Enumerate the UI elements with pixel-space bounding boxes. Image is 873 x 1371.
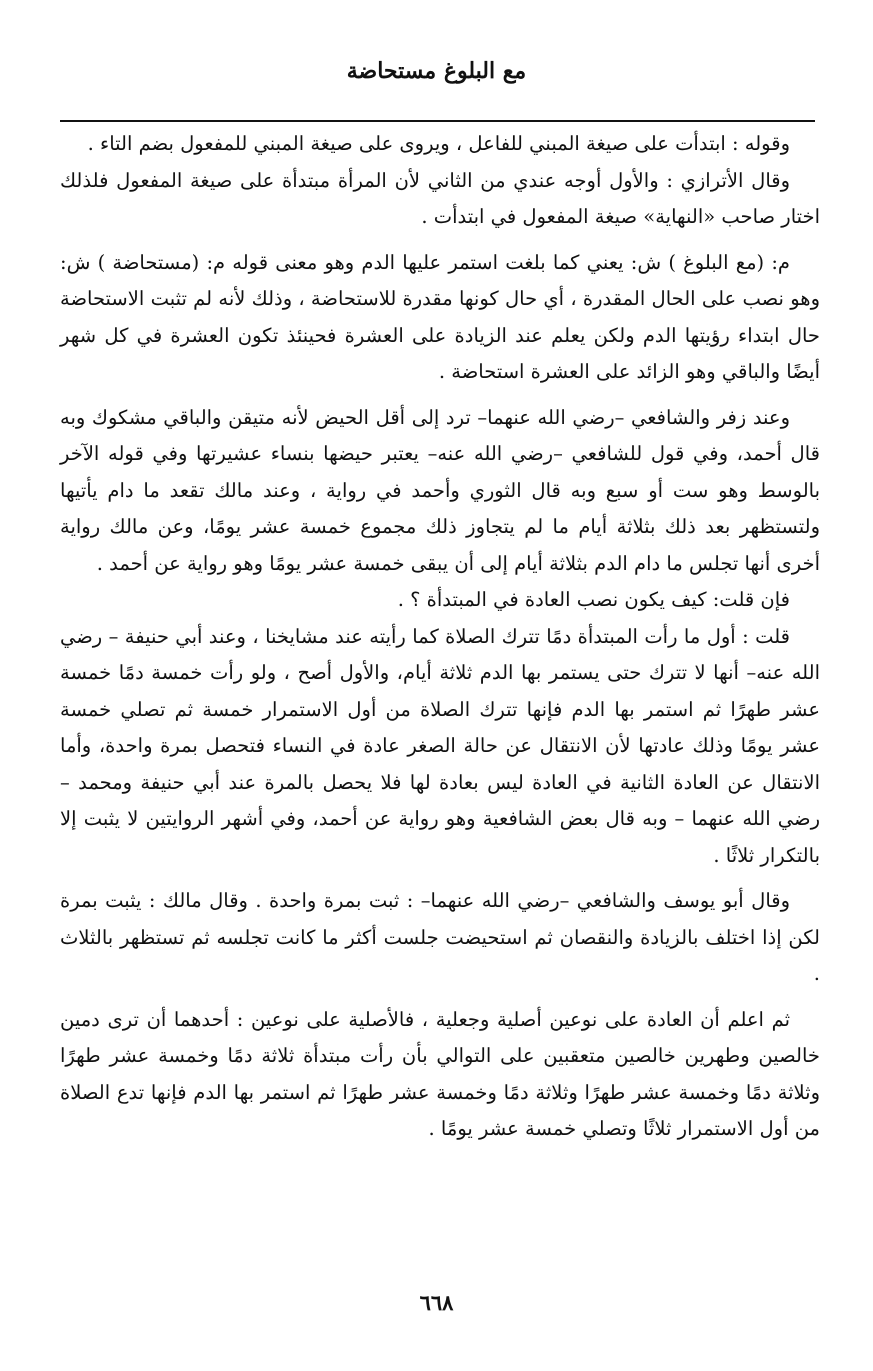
paragraph-1: وقوله : ابتدأت على صيغة المبني للفاعل ، ويروى على صيغة المبني للمفعول بضم التاء . xyxy=(87,132,790,155)
paragraph-3: م: (مع البلوغ ) ش: يعني كما بلغت استمر عليها الدم وهو معنى قوله م: (مستحاضة ) ش: وهو نصب على الحال المقدرة ، أي حال كونها مقدرة للاستحاضة ، وذلك لأنه لم تثبت الاستحاضة حال ابتداء رؤيتها الدم ولكن يعلم عند الزيادة على العشرة فحينئذ تكون العشرة في كل شهر أيضًا والباقي وهو الزائد على العشرة استحاضة . xyxy=(60,250,820,383)
paragraph-5: فإن قلت: كيف يكون نصب العادة في المبتدأة ؟ . xyxy=(397,588,790,611)
paragraph-6: قلت : أول ما رأت المبتدأة دمًا تترك الصلاة كما رأيته عند مشايخنا ، وعند أبي حنيفة – رضي الله عنه– أنها لا تترك حتى يستمر بها الدم ثلاثة أيام، والأول أصح ، ولو رأت خمسة دمًا خمسة عشر طهرًا ثم استمر بها الدم فإنها تترك الصلاة من أول الاستمرار خمسة ثم تصلي خمسة عشر يومًا وذلك عادتها لأن الانتقال عن حالة الصغر عادة في النساء فتحصل بمرة واحدة، وأما الانتقال عن العادة الثانية في العادة ليس بعادة لها فلا يحصل بالمرة عند أبي حنيفة ومحمد – رضي الله عنهما – وبه قال بعض الشافعية وهو رواية عن أحمد، وفي أشهر الروايتين لا يثبت إلا بالتكرار ثلاثًا . xyxy=(60,624,820,867)
paragraph-8: ثم اعلم أن العادة على نوعين أصلية وجعلية ، فالأصلية على نوعين : أحدهما أن ترى دمين خالصين وطهرين خالصين متعقبين على التوالي بأن رأت مبتدأة ثلاثة دمًا وخمسة عشر طهرًا وثلاثة دمًا وخمسة عشر طهرًا وثلاثة دمًا وخمسة عشر طهرًا ثم استمر بها الدم فإنها تدع الصلاة من أول الاستمرار ثلاثًا وتصلي خمسة عشر يومًا . xyxy=(60,1007,820,1140)
header-rule xyxy=(60,120,815,122)
running-head-title: مع البلوغ مستحاضة xyxy=(346,58,527,84)
paragraph-4: وعند زفر والشافعي –رضي الله عنهما– ترد إلى أقل الحيض لأنه متيقن والباقي مشكوك وبه قال أحمد، وفي قول للشافعي –رضي الله عنه– يعتبر حيضها بنساء عشيرتها وفي قوله الآخر بالوسط وهو ست أو سبع وبه قال الثوري وأحمد في رواية ، وعند مالك تقعد ما دام يأتيها ولتستظهر بعد ذلك بثلاثة أيام ما لم يتجاوز ذلك مجموع خمسة عشر يومًا، وعن مالك رواية أخرى أنها تجلس ما دام الدم بثلاثة أيام إلى أن يبقى خمسة عشر يومًا وهو رواية عن أحمد . xyxy=(60,405,820,575)
page-number: ٦٦٨ xyxy=(419,1290,454,1315)
body-text xyxy=(60,126,820,1148)
paragraph-7: وقال أبو يوسف والشافعي –رضي الله عنهما– : ثبت بمرة واحدة . وقال مالك : يثبت بمرة لكن إذا اختلف بالزيادة والنقصان ثم استحيضت جلست أكثر ما كانت تجلسه ثم تستظهر بالثلاث . xyxy=(60,889,820,985)
paragraph-2: وقال الأترازي : والأول أوجه عندي من الثاني لأن المرأة مبتدأة على صيغة المفعول فلذلك اختار صاحب «النهاية» صيغة المفعول في ابتدأت . xyxy=(60,168,820,228)
